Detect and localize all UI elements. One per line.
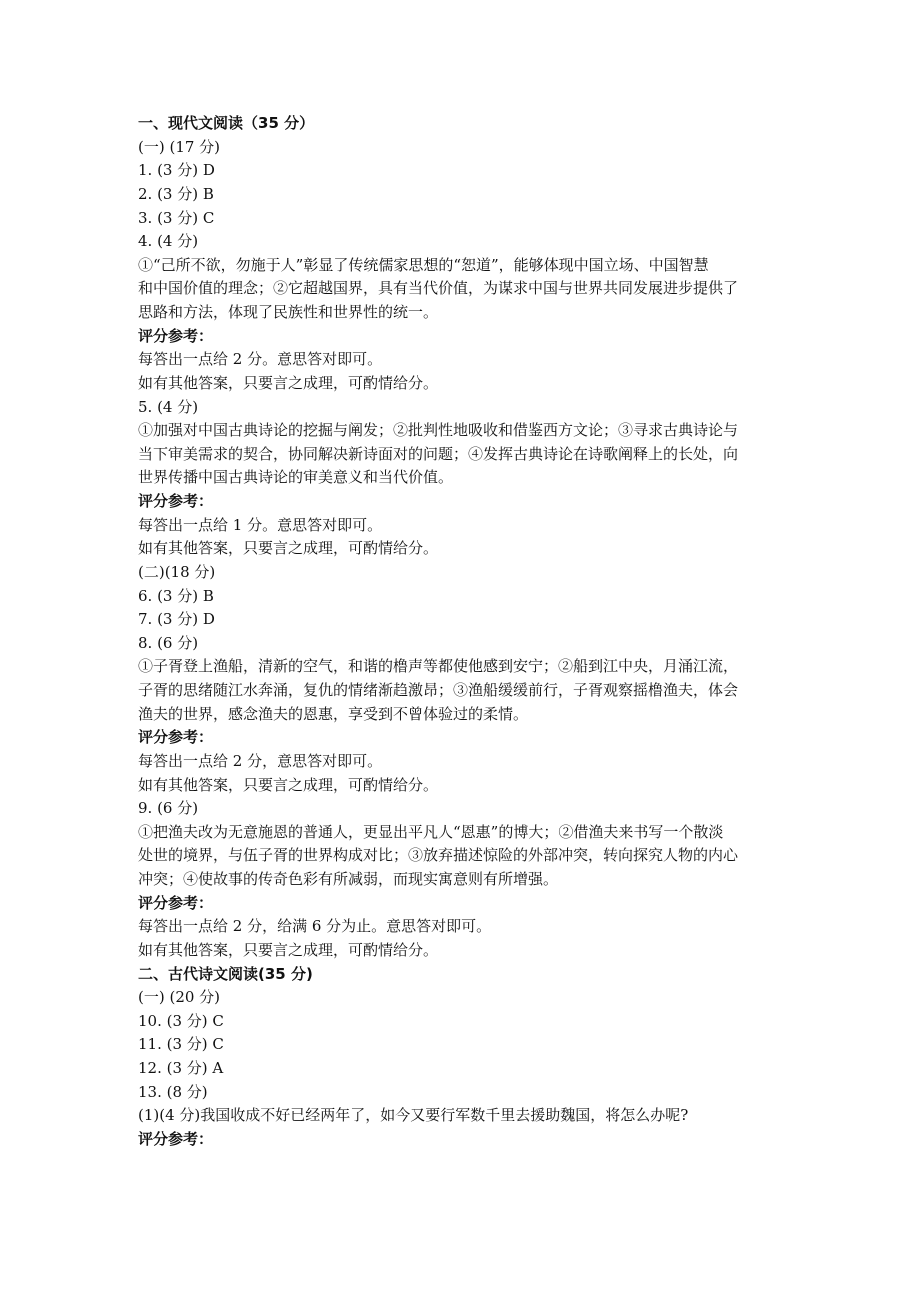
text-line: 子胥的思绪随江水奔涌，复仇的情绪渐趋激昂；③渔船缓缓前行，子胥观察摇橹渔夫，体会 — [138, 681, 739, 699]
text-line: (1)(4 分)我国收成不好已经两年了，如今又要行军数千里去援助魏国，将怎么办呢? — [138, 1106, 689, 1125]
text-line: 如有其他答案，只要言之成理，可酌情给分。 — [138, 940, 439, 959]
text-line: ①把渔夫改为无意施恩的普通人，更显出平凡人“恩惠”的博大；②借渔夫来书写一个散淡 — [138, 822, 724, 841]
section-heading: 评分参考： — [138, 492, 214, 510]
text-line: 13. (8 分) — [138, 1082, 208, 1101]
section-heading: 一、现代文阅读（35 分） — [138, 114, 315, 132]
text-line: ①子胥登上渔船，清新的空气，和谐的橹声等都使他感到安宁；②船到江中央，月涌江流， — [138, 657, 739, 676]
text-line: 4. (4 分) — [138, 232, 199, 251]
text-line: 世界传播中国古典诗论的审美意义和当代价值。 — [138, 468, 454, 487]
text-line: (一) (17 分) — [138, 137, 221, 156]
text-line: 当下审美需求的契合，协同解决新诗面对的问题；④发挥古典诗论在诗歌阐释上的长处，向 — [138, 444, 739, 463]
text-line: 每答出一点给 2 分，给满 6 分为止。意思答对即可。 — [138, 917, 492, 936]
text-line: 每答出一点给 2 分。意思答对即可。 — [138, 350, 383, 369]
text-line: 6. (3 分) B — [138, 586, 214, 605]
section-heading: 评分参考： — [138, 893, 214, 912]
text-line: 9. (6 分) — [138, 799, 199, 818]
text-line: 12. (3 分) A — [138, 1059, 224, 1077]
text-line: 渔夫的世界，感念渔夫的恩惠，享受到不曾体验过的柔情。 — [138, 704, 529, 723]
text-line: 如有其他答案，只要言之成理，可酌情给分。 — [138, 539, 439, 558]
text-line: 11. (3 分) C — [138, 1035, 224, 1054]
text-line: 如有其他答案，只要言之成理，可酌情给分。 — [138, 373, 439, 392]
text-line: (二)(18 分) — [138, 562, 216, 581]
text-line: 每答出一点给 1 分。意思答对即可。 — [138, 515, 383, 534]
text-line: 8. (6 分) — [138, 633, 199, 652]
section-heading: 评分参考： — [138, 326, 214, 345]
text-line: 处世的境界，与伍子胥的世界构成对比；③放弃描述惊险的外部冲突，转向探究人物的内心 — [138, 846, 739, 865]
text-line: 冲突；④使故事的传奇色彩有所减弱，而现实寓意则有所增强。 — [138, 870, 559, 888]
text-line: 如有其他答案，只要言之成理，可酌情给分。 — [138, 775, 439, 794]
text-line: 和中国价值的理念；②它超越国界，具有当代价值，为谋求中国与世界共同发展进步提供了 — [138, 279, 739, 298]
text-line: 10. (3 分) C — [138, 1011, 224, 1030]
text-line: 3. (3 分) C — [138, 208, 215, 227]
section-heading: 评分参考： — [138, 728, 214, 747]
text-line: 每答出一点给 2 分，意思答对即可。 — [138, 751, 383, 770]
text-line: ①加强对中国古典诗论的挖掘与阐发；②批判性地吸收和借鉴西方文论；③寻求古典诗论与 — [138, 421, 739, 440]
section-heading: 二、古代诗文阅读(35 分) — [138, 964, 313, 983]
text-line: 1. (3 分) D — [138, 161, 215, 180]
answer-key-document — [138, 112, 798, 1152]
text-line: 思路和方法，体现了民族性和世界性的统一。 — [138, 303, 439, 321]
text-line: 2. (3 分) B — [138, 184, 214, 203]
text-line: ①“己所不欲，勿施于人”彰显了传统儒家思想的“恕道”，能够体现中国立场、中国智慧 — [138, 255, 709, 274]
text-line: 7. (3 分) D — [138, 610, 215, 629]
text-line: (一) (20 分) — [138, 988, 221, 1007]
section-heading: 评分参考： — [138, 1129, 214, 1148]
text-line: 5. (4 分) — [138, 397, 199, 416]
